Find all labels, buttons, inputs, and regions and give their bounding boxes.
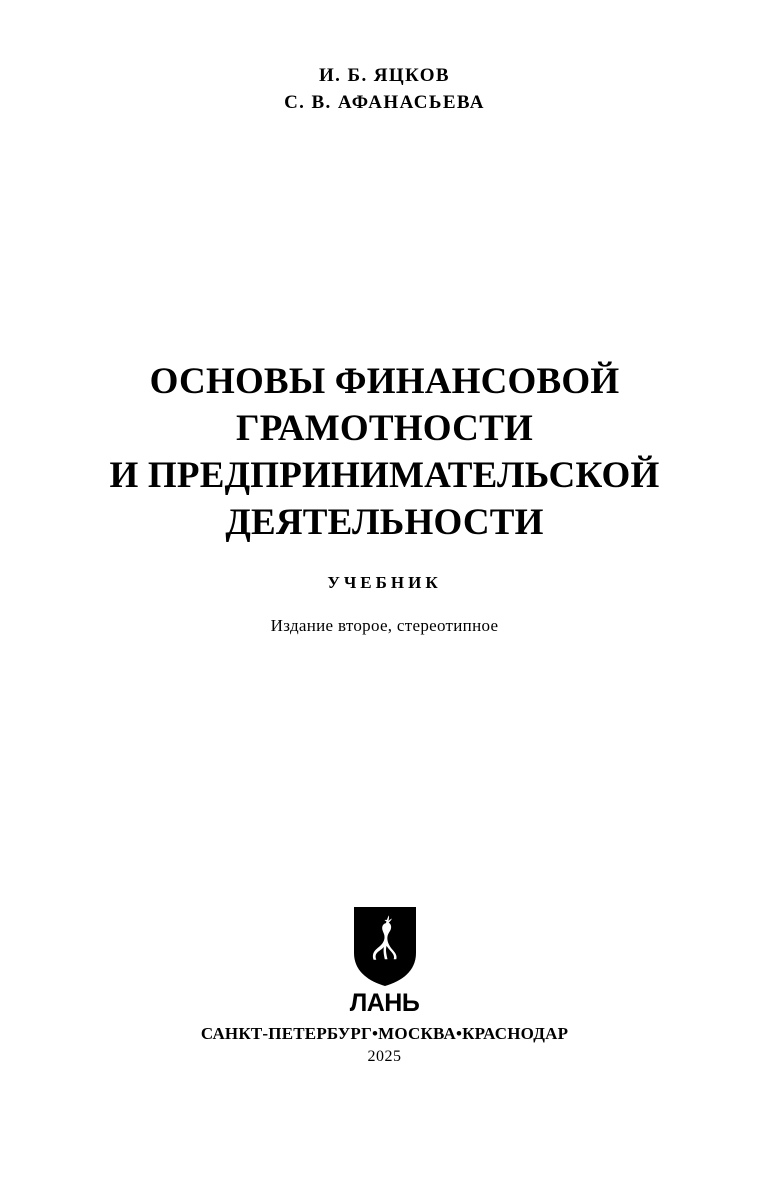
author-name-1: И. Б. ЯЦКОВ bbox=[319, 65, 450, 86]
publisher-cities: САНКТ-ПЕТЕРБУРГ•МОСКВА•КРАСНОДАР bbox=[200, 1024, 569, 1043]
title-line-3: И ПРЕДПРИНИМАТЕЛЬСКОЙ bbox=[109, 455, 660, 496]
title-subtitle: УЧЕБНИК bbox=[327, 573, 442, 592]
title-block bbox=[0, 358, 769, 636]
author-name-2: С. В. АФАНАСЬЕВА bbox=[284, 92, 485, 113]
title-line-4: ДЕЯТЕЛЬНОСТИ bbox=[225, 502, 544, 543]
authors-block bbox=[0, 62, 769, 116]
publisher-block bbox=[0, 905, 769, 1066]
page-title bbox=[0, 358, 769, 546]
publisher-logo-word: ЛАНЬ bbox=[349, 989, 420, 1017]
publication-year: 2025 bbox=[367, 1048, 402, 1065]
title-line-2: ГРАМОТНОСТИ bbox=[236, 408, 533, 449]
lan-deer-shield-logo-icon bbox=[350, 905, 420, 988]
edition-note: Издание второе, стереотипное bbox=[270, 616, 499, 635]
title-line-1: ОСНОВЫ ФИНАНСОВОЙ bbox=[149, 361, 620, 402]
